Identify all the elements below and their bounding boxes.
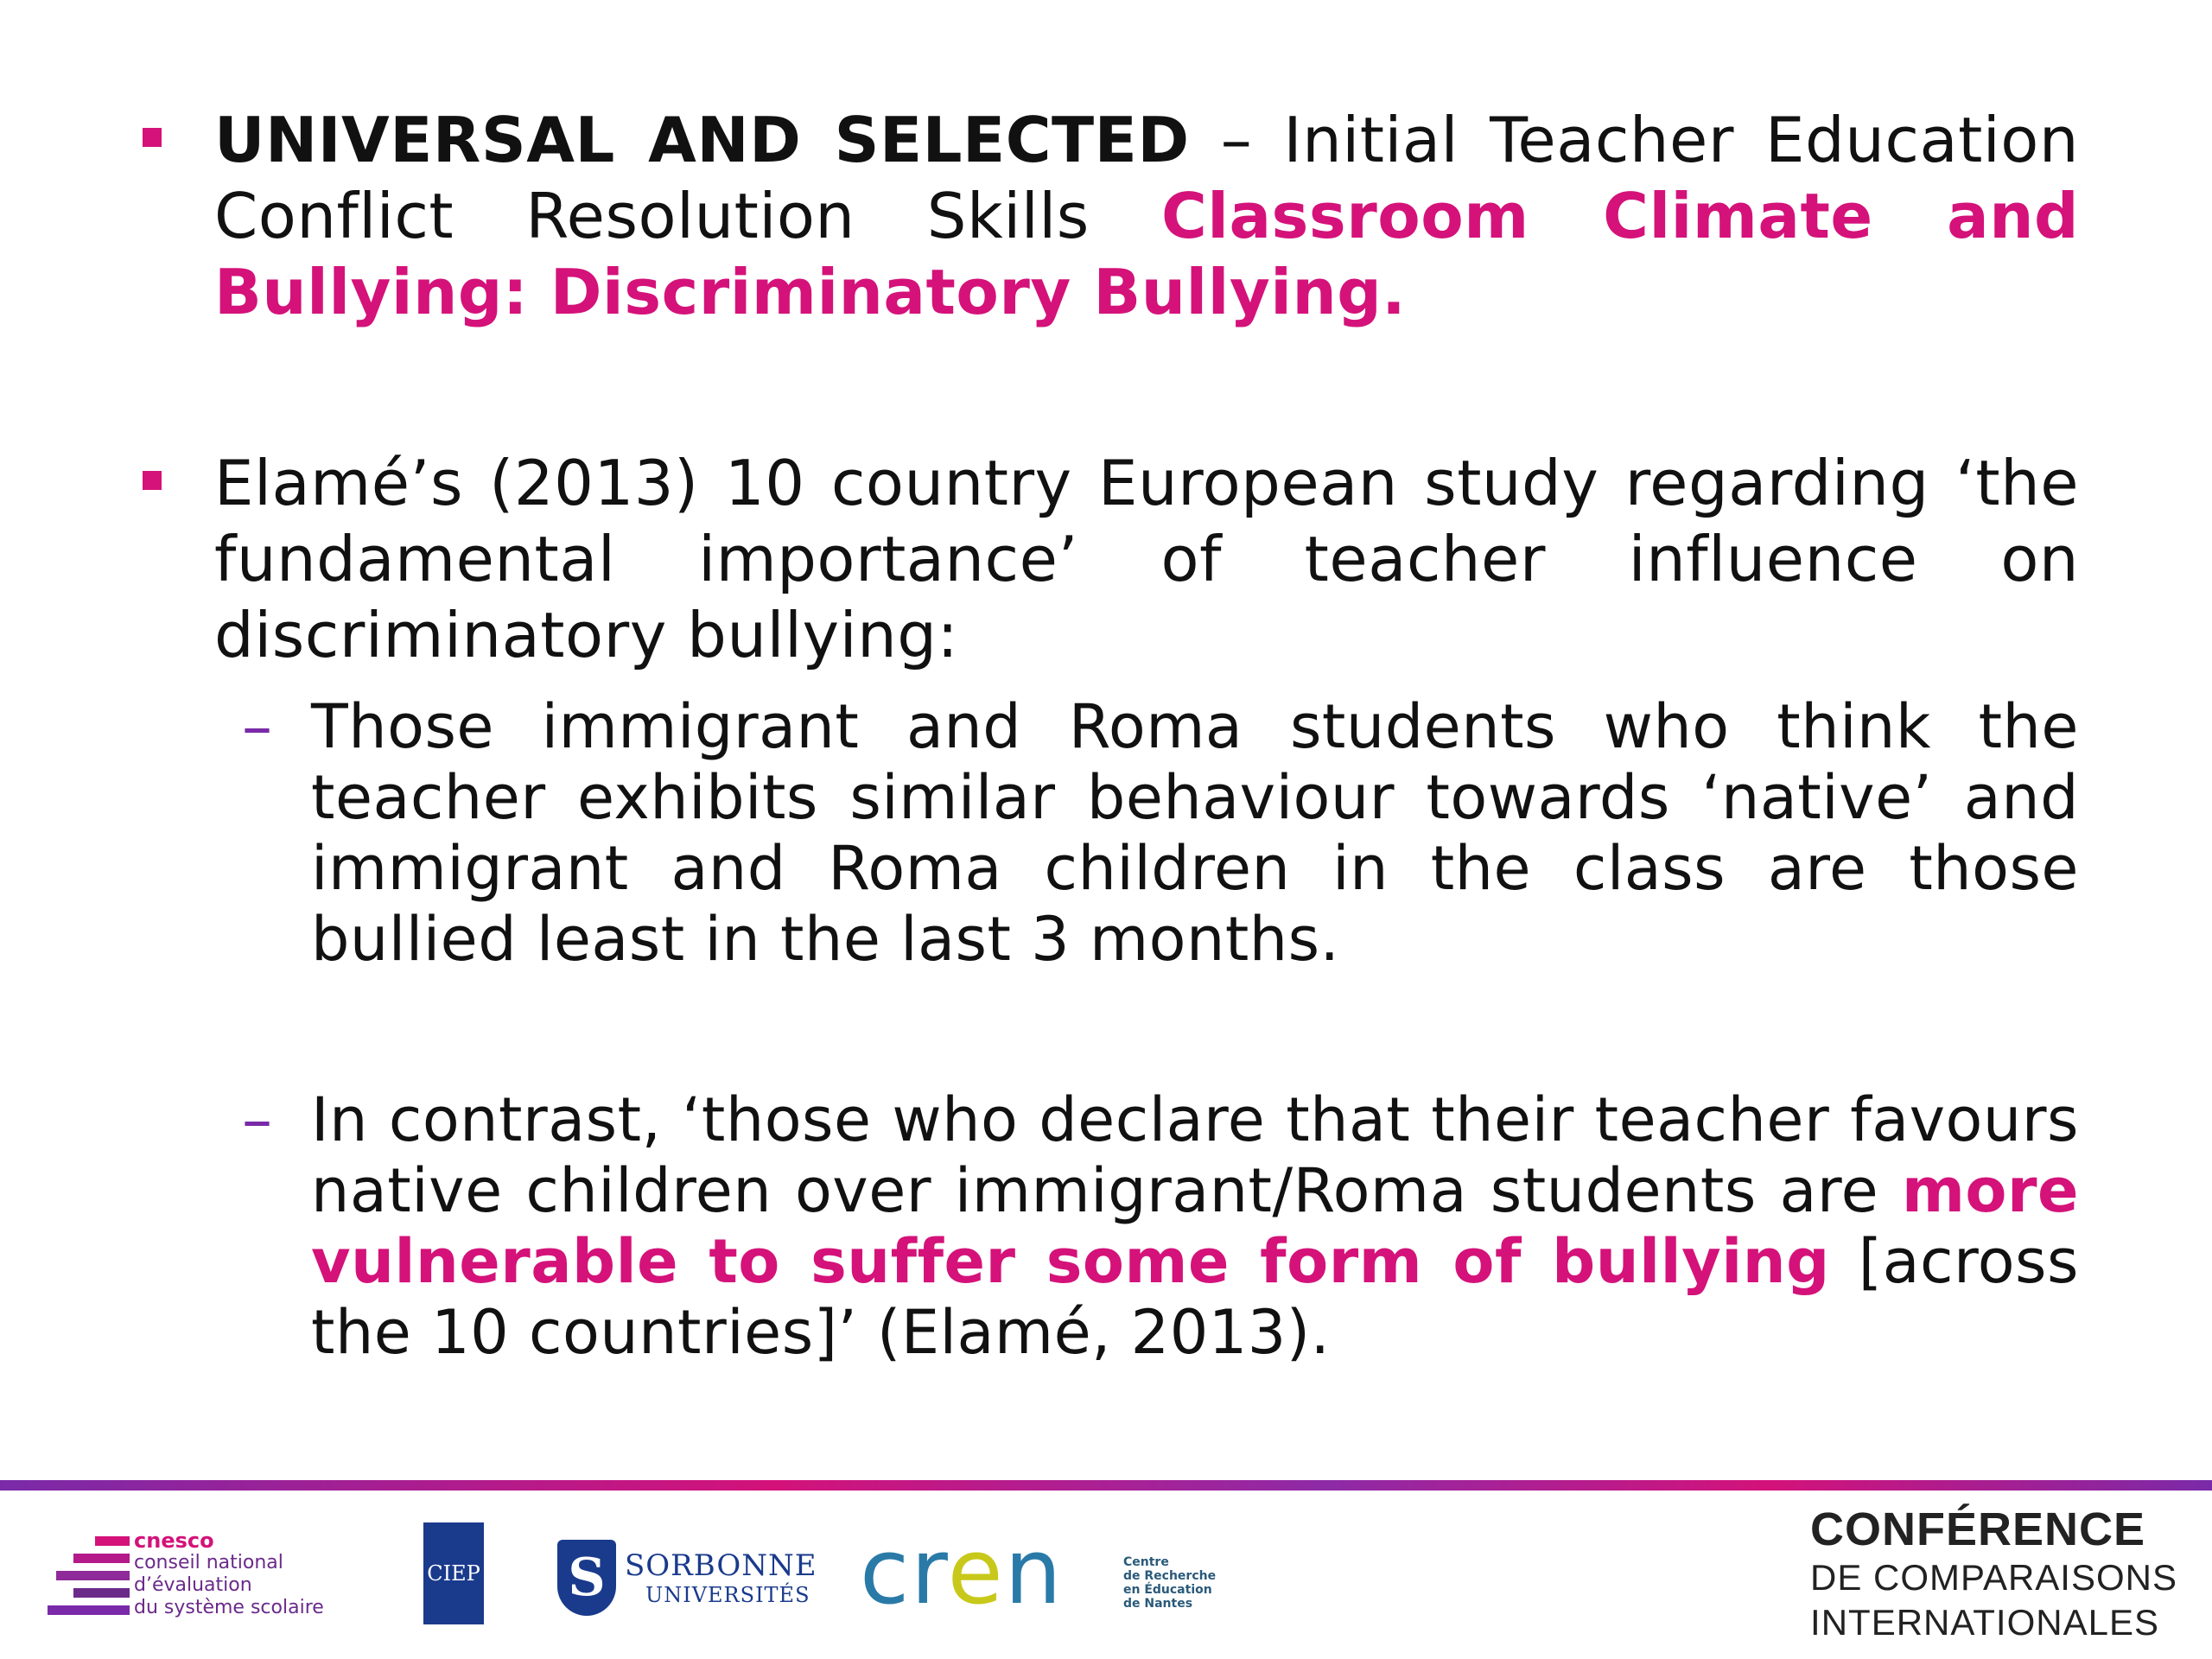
cren-wordmark: cren [860,1519,1064,1624]
sub-bullet-contrast [242,1084,2080,1368]
sub-bullet-text: Those immigrant and Roma students who think the teacher exhibits similar behaviour towards ‘native’ and immigrant and Roma children in the class are those bullied least in the last 3 months. [311,691,2079,975]
bullet-point-elame [214,445,2079,673]
sub-bullet-text [311,1084,2079,1368]
highlight-text: more vulnerable to suffer some form of bullying [311,1155,2079,1297]
bullet-square-icon [143,128,162,147]
cnesco-wordmark: cnesco conseil national d’évaluation du système scolaire [134,1529,324,1618]
lead-text: UNIVERSAL AND SELECTED [214,104,1190,176]
sorbonne-shield-icon: S [557,1540,616,1616]
conference-title: CONFÉRENCE DE COMPARAISONS INTERNATIONALES [1810,1503,2177,1643]
post-text: [across the 10 countries]’ (Elamé, 2013). [311,1226,2080,1368]
bullet-text: Elamé’s (2013) 10 country European study regarding ‘the fundamental importance’ of teacher influence on discriminatory bullying: [214,447,2079,671]
footer-divider [0,1480,2212,1491]
pre-text: In contrast, ‘those who declare that their teacher favours native children over immigrant/Roma students are [311,1084,2079,1226]
sorbonne-logo: S SORBONNE UNIVERSITÉS [557,1540,834,1622]
ciep-logo: CIEP [423,1522,484,1624]
bullet-text [214,102,2079,330]
bullet-point-universal [214,102,2079,330]
dash-icon: – [242,691,272,762]
cren-logo [860,1519,1231,1624]
bullet-square-icon [143,471,162,490]
separator: – [1189,104,1284,176]
dash-icon: – [242,1084,272,1155]
highlight-text: Classroom Climate and Bullying: Discriminatory Bullying. [214,180,2079,328]
cnesco-logo [48,1528,393,1631]
body-text: Initial Teacher Education Conflict Resolution Skills [214,104,2079,252]
sub-bullet-similar-behaviour [242,691,2079,975]
cren-caption: Centre de Recherche en Éducation de Nantes [1123,1555,1217,1611]
